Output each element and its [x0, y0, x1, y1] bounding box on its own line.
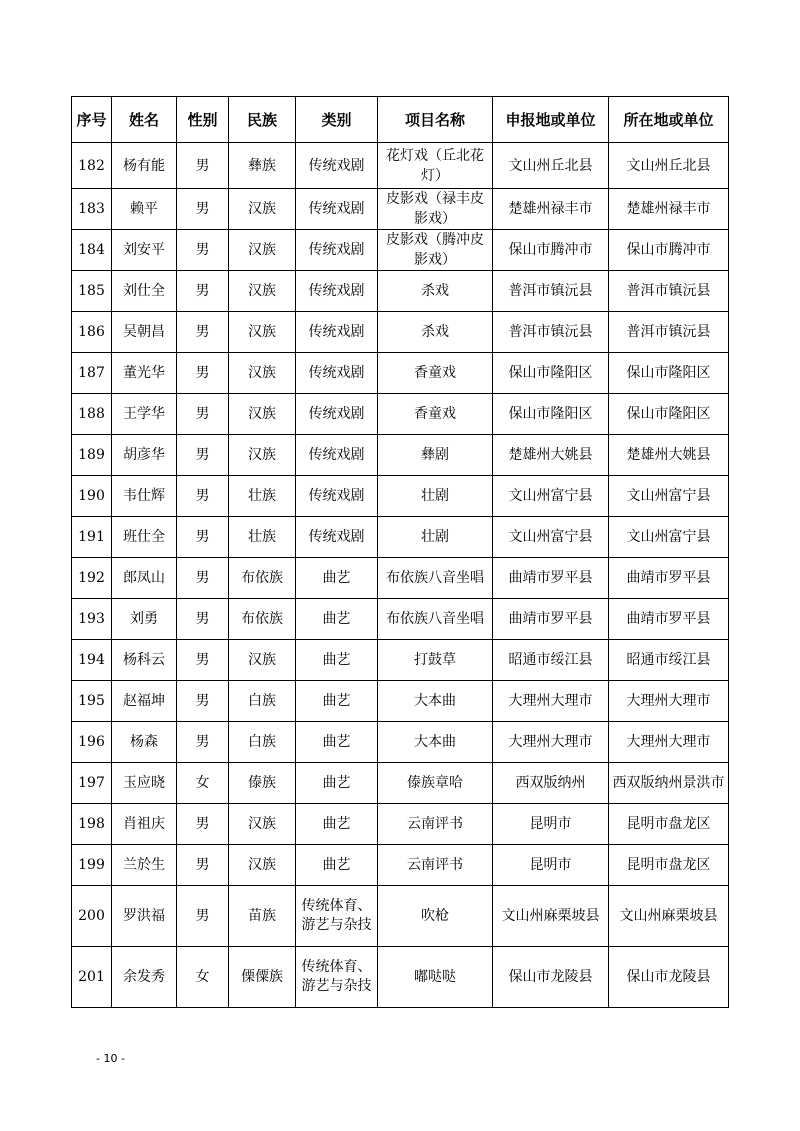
- cell-category: 传统体育、游艺与杂技: [296, 947, 378, 1008]
- cell-name: 肖祖庆: [112, 804, 177, 845]
- cell-location: 文山州富宁县: [609, 517, 729, 558]
- cell-category: 传统戏剧: [296, 143, 378, 189]
- cell-gender: 男: [177, 722, 229, 763]
- cell-applicant: 文山州麻栗坡县: [493, 886, 609, 947]
- header-applicant: 申报地或单位: [493, 97, 609, 143]
- header-gender: 性别: [177, 97, 229, 143]
- cell-ethnicity: 壮族: [229, 476, 296, 517]
- cell-gender: 男: [177, 804, 229, 845]
- table-row: [72, 230, 729, 271]
- cell-gender: 男: [177, 312, 229, 353]
- table-row: [72, 599, 729, 640]
- table-row: [72, 947, 729, 1008]
- cell-name: 杨科云: [112, 640, 177, 681]
- cell-name: 韦仕辉: [112, 476, 177, 517]
- cell-category: 曲艺: [296, 599, 378, 640]
- cell-project: 大本曲: [378, 722, 493, 763]
- cell-location: 文山州麻栗坡县: [609, 886, 729, 947]
- cell-applicant: 西双版纳州: [493, 763, 609, 804]
- cell-gender: 男: [177, 189, 229, 230]
- cell-location: 普洱市镇沅县: [609, 312, 729, 353]
- cell-index: 201: [72, 947, 112, 1008]
- cell-project: 壮剧: [378, 476, 493, 517]
- cell-ethnicity: 布依族: [229, 599, 296, 640]
- cell-category: 传统体育、游艺与杂技: [296, 886, 378, 947]
- cell-name: 胡彦华: [112, 435, 177, 476]
- table-row: [72, 476, 729, 517]
- cell-name: 刘安平: [112, 230, 177, 271]
- cell-project: 皮影戏（禄丰皮影戏）: [378, 189, 493, 230]
- cell-project: 布依族八音坐唱: [378, 558, 493, 599]
- cell-name: 赖平: [112, 189, 177, 230]
- inheritor-table: [71, 96, 729, 1008]
- cell-applicant: 楚雄州禄丰市: [493, 189, 609, 230]
- header-name: 姓名: [112, 97, 177, 143]
- cell-ethnicity: 苗族: [229, 886, 296, 947]
- cell-gender: 男: [177, 558, 229, 599]
- cell-project: 彝剧: [378, 435, 493, 476]
- cell-name: 杨森: [112, 722, 177, 763]
- cell-applicant: 曲靖市罗平县: [493, 599, 609, 640]
- cell-name: 董光华: [112, 353, 177, 394]
- cell-ethnicity: 汉族: [229, 271, 296, 312]
- cell-gender: 男: [177, 435, 229, 476]
- table-row: [72, 394, 729, 435]
- cell-project: 吹枪: [378, 886, 493, 947]
- cell-name: 赵福坤: [112, 681, 177, 722]
- cell-index: 192: [72, 558, 112, 599]
- cell-gender: 男: [177, 476, 229, 517]
- cell-index: 183: [72, 189, 112, 230]
- cell-name: 郎凤山: [112, 558, 177, 599]
- cell-applicant: 保山市龙陵县: [493, 947, 609, 1008]
- cell-location: 西双版纳州景洪市: [609, 763, 729, 804]
- cell-gender: 男: [177, 640, 229, 681]
- cell-name: 兰於生: [112, 845, 177, 886]
- cell-name: 班仕全: [112, 517, 177, 558]
- cell-location: 保山市龙陵县: [609, 947, 729, 1008]
- cell-index: 182: [72, 143, 112, 189]
- cell-name: 杨有能: [112, 143, 177, 189]
- cell-project: 云南评书: [378, 804, 493, 845]
- cell-index: 189: [72, 435, 112, 476]
- cell-index: 184: [72, 230, 112, 271]
- cell-project: 壮剧: [378, 517, 493, 558]
- cell-location: 大理州大理市: [609, 722, 729, 763]
- cell-gender: 男: [177, 394, 229, 435]
- cell-ethnicity: 布依族: [229, 558, 296, 599]
- cell-applicant: 大理州大理市: [493, 681, 609, 722]
- cell-index: 186: [72, 312, 112, 353]
- cell-project: 皮影戏（腾冲皮影戏）: [378, 230, 493, 271]
- cell-category: 曲艺: [296, 558, 378, 599]
- cell-gender: 男: [177, 845, 229, 886]
- cell-category: 传统戏剧: [296, 517, 378, 558]
- header-index: 序号: [72, 97, 112, 143]
- cell-index: 191: [72, 517, 112, 558]
- table-row: [72, 845, 729, 886]
- cell-gender: 女: [177, 947, 229, 1008]
- table-row: [72, 804, 729, 845]
- cell-applicant: 文山州富宁县: [493, 476, 609, 517]
- cell-ethnicity: 白族: [229, 681, 296, 722]
- cell-ethnicity: 汉族: [229, 353, 296, 394]
- cell-location: 楚雄州大姚县: [609, 435, 729, 476]
- cell-name: 余发秀: [112, 947, 177, 1008]
- cell-name: 罗洪福: [112, 886, 177, 947]
- cell-index: 190: [72, 476, 112, 517]
- cell-location: 保山市隆阳区: [609, 394, 729, 435]
- cell-gender: 男: [177, 271, 229, 312]
- header-ethnicity: 民族: [229, 97, 296, 143]
- cell-ethnicity: 汉族: [229, 640, 296, 681]
- cell-category: 曲艺: [296, 804, 378, 845]
- cell-category: 曲艺: [296, 763, 378, 804]
- table-row: [72, 558, 729, 599]
- cell-ethnicity: 壮族: [229, 517, 296, 558]
- cell-gender: 男: [177, 886, 229, 947]
- cell-ethnicity: 汉族: [229, 845, 296, 886]
- cell-ethnicity: 白族: [229, 722, 296, 763]
- page-number: - 10 -: [96, 1052, 125, 1065]
- table-row: [72, 517, 729, 558]
- cell-category: 传统戏剧: [296, 476, 378, 517]
- table-row: [72, 886, 729, 947]
- cell-ethnicity: 汉族: [229, 230, 296, 271]
- cell-category: 曲艺: [296, 640, 378, 681]
- cell-project: 杀戏: [378, 312, 493, 353]
- cell-ethnicity: 傣族: [229, 763, 296, 804]
- cell-project: 花灯戏（丘北花灯）: [378, 143, 493, 189]
- cell-index: 193: [72, 599, 112, 640]
- cell-project: 布依族八音坐唱: [378, 599, 493, 640]
- cell-applicant: 大理州大理市: [493, 722, 609, 763]
- cell-location: 文山州丘北县: [609, 143, 729, 189]
- cell-index: 198: [72, 804, 112, 845]
- cell-location: 保山市隆阳区: [609, 353, 729, 394]
- cell-index: 185: [72, 271, 112, 312]
- table-row: [72, 143, 729, 189]
- cell-gender: 男: [177, 143, 229, 189]
- cell-applicant: 文山州富宁县: [493, 517, 609, 558]
- cell-applicant: 昆明市: [493, 804, 609, 845]
- cell-index: 199: [72, 845, 112, 886]
- cell-location: 曲靖市罗平县: [609, 558, 729, 599]
- cell-category: 曲艺: [296, 681, 378, 722]
- cell-location: 保山市腾冲市: [609, 230, 729, 271]
- cell-index: 197: [72, 763, 112, 804]
- cell-category: 传统戏剧: [296, 312, 378, 353]
- cell-gender: 男: [177, 353, 229, 394]
- table-header-row: [72, 97, 729, 143]
- cell-location: 昭通市绥江县: [609, 640, 729, 681]
- cell-location: 文山州富宁县: [609, 476, 729, 517]
- cell-gender: 男: [177, 599, 229, 640]
- cell-category: 传统戏剧: [296, 189, 378, 230]
- cell-ethnicity: 汉族: [229, 394, 296, 435]
- cell-index: 187: [72, 353, 112, 394]
- header-location: 所在地或单位: [609, 97, 729, 143]
- cell-applicant: 普洱市镇沅县: [493, 312, 609, 353]
- cell-category: 传统戏剧: [296, 230, 378, 271]
- cell-category: 传统戏剧: [296, 435, 378, 476]
- cell-project: 香童戏: [378, 394, 493, 435]
- cell-applicant: 文山州丘北县: [493, 143, 609, 189]
- cell-name: 吴朝昌: [112, 312, 177, 353]
- cell-gender: 男: [177, 681, 229, 722]
- cell-project: 大本曲: [378, 681, 493, 722]
- cell-gender: 男: [177, 517, 229, 558]
- cell-index: 200: [72, 886, 112, 947]
- cell-project: 打鼓草: [378, 640, 493, 681]
- cell-ethnicity: 汉族: [229, 804, 296, 845]
- cell-category: 传统戏剧: [296, 394, 378, 435]
- cell-name: 玉应晓: [112, 763, 177, 804]
- cell-ethnicity: 傈僳族: [229, 947, 296, 1008]
- cell-location: 昆明市盘龙区: [609, 845, 729, 886]
- cell-index: 196: [72, 722, 112, 763]
- cell-index: 195: [72, 681, 112, 722]
- cell-category: 曲艺: [296, 722, 378, 763]
- cell-applicant: 曲靖市罗平县: [493, 558, 609, 599]
- cell-applicant: 保山市隆阳区: [493, 394, 609, 435]
- cell-location: 昆明市盘龙区: [609, 804, 729, 845]
- table-row: [72, 271, 729, 312]
- cell-applicant: 昭通市绥江县: [493, 640, 609, 681]
- cell-name: 王学华: [112, 394, 177, 435]
- cell-project: 云南评书: [378, 845, 493, 886]
- cell-category: 传统戏剧: [296, 271, 378, 312]
- cell-location: 大理州大理市: [609, 681, 729, 722]
- table-row: [72, 681, 729, 722]
- table-row: [72, 640, 729, 681]
- cell-project: 傣族章哈: [378, 763, 493, 804]
- cell-category: 传统戏剧: [296, 353, 378, 394]
- cell-ethnicity: 汉族: [229, 312, 296, 353]
- cell-applicant: 保山市隆阳区: [493, 353, 609, 394]
- cell-applicant: 普洱市镇沅县: [493, 271, 609, 312]
- cell-project: 香童戏: [378, 353, 493, 394]
- cell-name: 刘仕全: [112, 271, 177, 312]
- table-row: [72, 189, 729, 230]
- cell-name: 刘勇: [112, 599, 177, 640]
- cell-project: 嘟哒哒: [378, 947, 493, 1008]
- cell-location: 曲靖市罗平县: [609, 599, 729, 640]
- table-row: [72, 435, 729, 476]
- table-row: [72, 312, 729, 353]
- table-row: [72, 722, 729, 763]
- table-row: [72, 353, 729, 394]
- cell-applicant: 昆明市: [493, 845, 609, 886]
- cell-applicant: 楚雄州大姚县: [493, 435, 609, 476]
- cell-ethnicity: 汉族: [229, 189, 296, 230]
- cell-ethnicity: 汉族: [229, 435, 296, 476]
- header-project: 项目名称: [378, 97, 493, 143]
- cell-applicant: 保山市腾冲市: [493, 230, 609, 271]
- cell-ethnicity: 彝族: [229, 143, 296, 189]
- cell-index: 194: [72, 640, 112, 681]
- cell-index: 188: [72, 394, 112, 435]
- cell-location: 普洱市镇沅县: [609, 271, 729, 312]
- cell-project: 杀戏: [378, 271, 493, 312]
- table-row: [72, 763, 729, 804]
- cell-location: 楚雄州禄丰市: [609, 189, 729, 230]
- cell-gender: 男: [177, 230, 229, 271]
- cell-category: 曲艺: [296, 845, 378, 886]
- header-category: 类别: [296, 97, 378, 143]
- cell-gender: 女: [177, 763, 229, 804]
